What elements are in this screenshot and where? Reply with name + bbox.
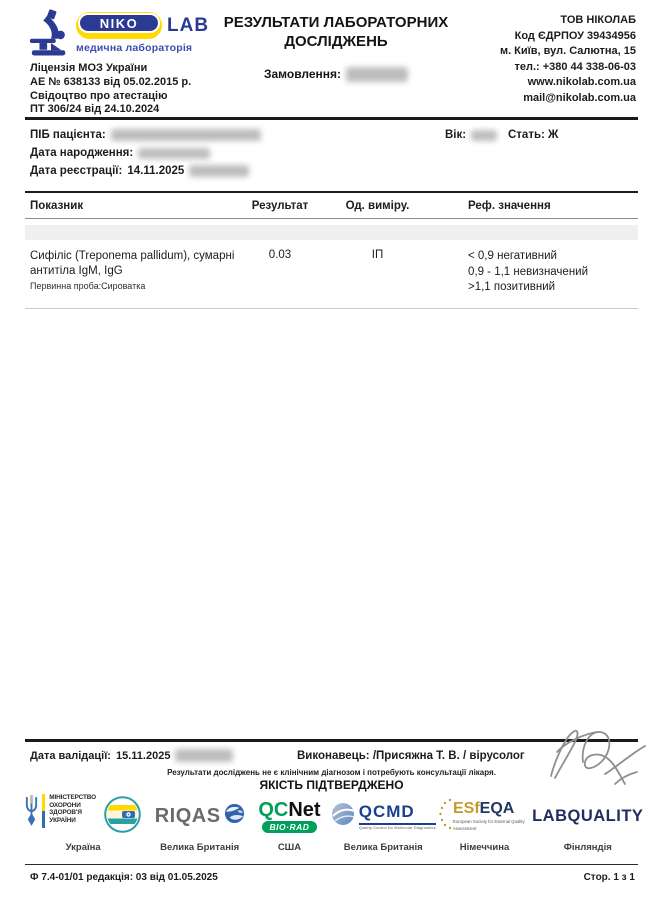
logo-country: Велика Британія xyxy=(160,842,240,853)
company-email: mail@nikolab.com.ua xyxy=(523,92,636,105)
license-line: АЕ № 638133 від 05.02.2015 р. xyxy=(30,75,192,88)
validation-label: Дата валідації: xyxy=(30,749,111,762)
moh-line: МІНІСТЕРСТВО xyxy=(49,794,97,801)
company-website: www.nikolab.com.ua xyxy=(527,76,636,89)
company-phone: тел.: +380 44 338-06-03 xyxy=(514,60,636,73)
license-block xyxy=(30,62,191,117)
patient-name-label: ПІБ пацієнта: xyxy=(30,129,106,141)
riqas-wordmark: RIQAS xyxy=(154,804,221,827)
niko-wordmark: NIKO xyxy=(78,13,160,33)
logo-qcnet xyxy=(251,793,328,853)
license-line: ПТ 306/24 від 24.10.2024 xyxy=(30,103,160,116)
dob-redacted xyxy=(138,148,210,159)
form-code: Ф 7.4-01/01 редакція: 03 від 01.05.2025 xyxy=(30,872,218,883)
column-header-unit: Од. виміру. xyxy=(345,200,410,212)
trident-icon xyxy=(25,794,38,833)
validation-time-redacted xyxy=(175,749,233,762)
page-number: Стор. 1 з 1 xyxy=(583,872,635,883)
dob-label: Дата народження: xyxy=(30,147,134,159)
microscope-icon xyxy=(28,8,72,63)
moh-line: ЗДОРОВ'Я xyxy=(49,809,82,817)
disclaimer-text: Результати досліджень не є клінічним діагнозом і потребують консультації лікаря. xyxy=(167,768,496,777)
sample-note: Первинна проба:Сироватка xyxy=(30,280,146,291)
validation-date: 15.11.2025 xyxy=(115,749,171,762)
registration-label: Дата реєстрації: xyxy=(30,165,123,177)
logo-country: Німеччина xyxy=(459,842,510,853)
header-divider xyxy=(25,117,638,120)
age-redacted xyxy=(471,130,497,141)
logo-moh-ukraine xyxy=(18,793,148,853)
qcmd-subtitle: Quality Control for Molecular Diagnostics xyxy=(358,826,436,831)
results-table-header xyxy=(25,191,638,219)
reference-value: 0,9 - 1,1 невизначений xyxy=(468,265,589,278)
flag-bar xyxy=(42,794,45,828)
order-number-redacted xyxy=(346,67,408,82)
company-name: ТОВ НІКОЛАБ xyxy=(560,14,636,26)
quality-confirmed-title: ЯКІСТЬ ПІДТВЕРДЖЕНО xyxy=(259,778,404,792)
validation-block xyxy=(30,749,233,762)
esfeqa-subtitle: European Society for External Quality Assessment xyxy=(453,819,525,831)
qcnet-net: Net xyxy=(288,799,321,821)
niko-pill xyxy=(76,12,162,39)
company-edrpou: Код ЄДРПОУ 39434956 xyxy=(514,29,636,42)
esfeqa-eqa: EQA xyxy=(479,800,515,818)
lab-wordmark: LAB xyxy=(167,14,210,36)
logo-tagline: медична лабораторія xyxy=(76,42,193,54)
logo-country: Україна xyxy=(65,842,101,853)
column-header-indicator: Показник xyxy=(30,200,84,212)
column-header-result: Результат xyxy=(251,200,309,212)
age-label: Вік: xyxy=(445,129,467,141)
globe-icon xyxy=(224,803,245,829)
report-title-block xyxy=(192,14,480,82)
company-address: м. Київ, вул. Салютна, 15 xyxy=(499,45,636,58)
license-line: Ліцензія МОЗ України xyxy=(30,62,148,74)
qcnet-qc: QC xyxy=(258,799,289,821)
sex-value: Стать: Ж xyxy=(508,129,559,141)
order-label: Замовлення: xyxy=(263,66,342,81)
registration-date: 14.11.2025 xyxy=(127,165,185,177)
registration-time-redacted xyxy=(189,165,249,177)
reference-value: < 0,9 негативний xyxy=(468,250,557,262)
stars-arc-icon xyxy=(438,797,452,836)
sphere-icon xyxy=(331,802,355,831)
test-result: 0.03 xyxy=(268,249,292,261)
patient-block xyxy=(30,126,638,180)
executor-line: Виконавець: /Присяжна Т. В. / вірусолог xyxy=(297,750,525,762)
accreditation-stamp-icon xyxy=(104,796,141,838)
logo-country: США xyxy=(277,842,302,853)
logo-country: Велика Британія xyxy=(343,842,423,853)
esfeqa-esf: ESf xyxy=(453,800,480,818)
patient-name-redacted xyxy=(111,129,261,141)
test-unit: ІП xyxy=(371,249,384,261)
column-header-reference: Реф. значення xyxy=(468,200,551,212)
logo-esfeqa xyxy=(439,793,531,853)
license-line: Свідоцтво про атестацію xyxy=(30,89,168,102)
accreditation-logos xyxy=(18,793,645,853)
logo-riqas xyxy=(148,793,251,853)
logo-labquality xyxy=(531,793,646,853)
logo-country: Фінляндія xyxy=(563,842,612,853)
table-row xyxy=(25,240,638,309)
moh-line: ОХОРОНИ xyxy=(49,801,81,809)
qcmd-wordmark: QCMD xyxy=(359,802,436,825)
labquality-wordmark: LABQUALITY xyxy=(532,806,644,825)
table-group-band xyxy=(25,225,638,240)
reference-value: >1,1 позитивний xyxy=(468,281,556,294)
results-table xyxy=(25,191,638,309)
report-title: РЕЗУЛЬТАТИ ЛАБОРАТОРНИХ ДОСЛІДЖЕНЬ xyxy=(223,14,449,50)
nikolab-logo xyxy=(28,8,209,63)
test-name: Сифіліс (Treponema pallidum), сумарні антитіла IgM, IgG xyxy=(30,250,235,277)
company-block xyxy=(500,13,636,107)
biorad-badge: BIO·RAD xyxy=(262,821,318,833)
logo-qcmd xyxy=(328,793,439,853)
moh-line: УКРАЇНИ xyxy=(49,816,76,824)
page-footer-divider xyxy=(25,864,638,865)
